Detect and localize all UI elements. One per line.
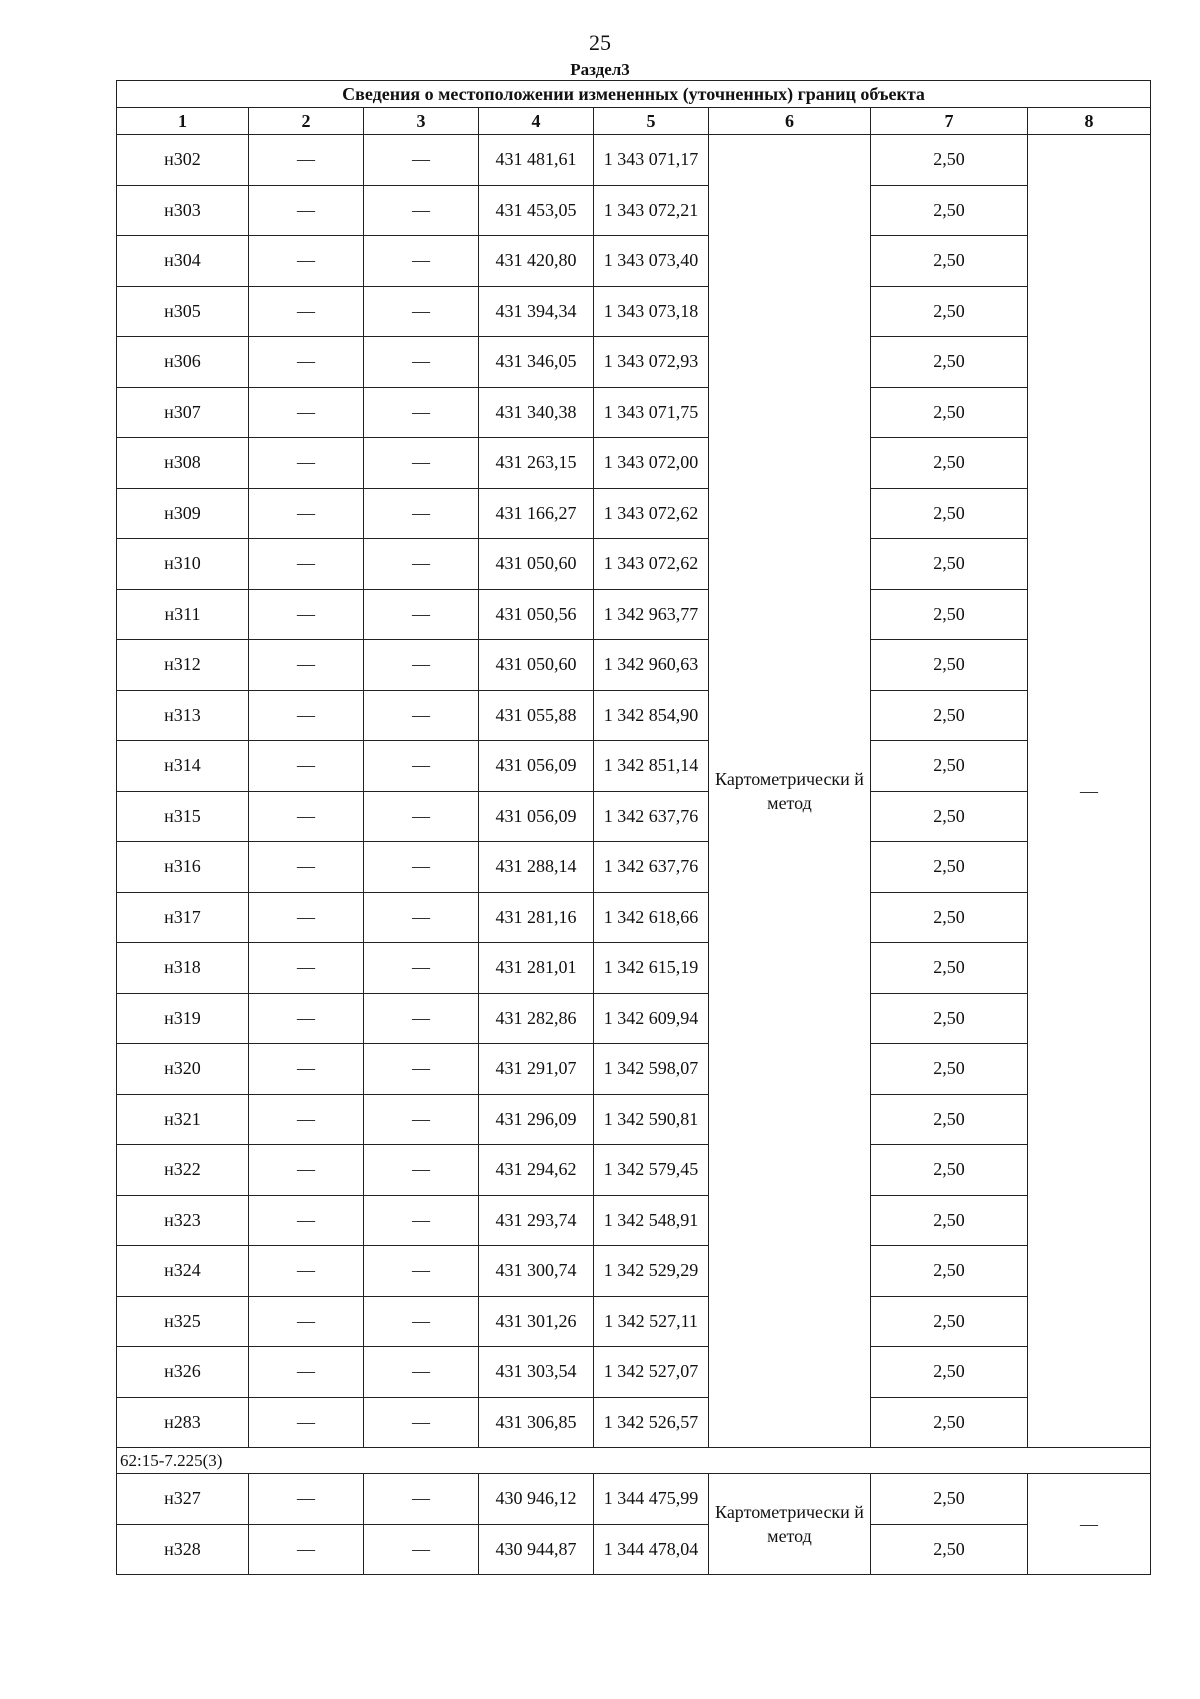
col3-cell: — — [364, 640, 479, 691]
y-coordinate-cell: 1 342 854,90 — [594, 690, 709, 741]
col2-cell: — — [249, 438, 364, 489]
y-coordinate-cell: 1 343 072,93 — [594, 337, 709, 388]
x-coordinate-cell: 431 301,26 — [479, 1296, 594, 1347]
col2-cell: — — [249, 337, 364, 388]
point-name-cell: н327 — [117, 1474, 249, 1525]
y-coordinate-cell: 1 343 073,40 — [594, 236, 709, 287]
x-coordinate-cell: 431 050,56 — [479, 589, 594, 640]
table-row — [117, 741, 1151, 792]
point-name-cell: н303 — [117, 185, 249, 236]
y-coordinate-cell: 1 342 963,77 — [594, 589, 709, 640]
point-name-cell: н326 — [117, 1347, 249, 1398]
boundary-coordinates-table — [116, 80, 1151, 1575]
column-number: 6 — [709, 108, 871, 135]
table-row — [117, 690, 1151, 741]
table-title: Сведения о местоположении измененных (уточненных) границ объекта — [117, 81, 1151, 108]
x-coordinate-cell: 431 294,62 — [479, 1145, 594, 1196]
x-coordinate-cell: 431 166,27 — [479, 488, 594, 539]
point-name-cell: н314 — [117, 741, 249, 792]
y-coordinate-cell: 1 342 526,57 — [594, 1397, 709, 1448]
point-name-cell: н283 — [117, 1397, 249, 1448]
col3-cell: — — [364, 438, 479, 489]
x-coordinate-cell: 431 056,09 — [479, 791, 594, 842]
col2-cell: — — [249, 892, 364, 943]
table-row — [117, 892, 1151, 943]
point-name-cell: н318 — [117, 943, 249, 994]
x-coordinate-cell: 431 282,86 — [479, 993, 594, 1044]
accuracy-cell: 2,50 — [871, 1347, 1028, 1398]
x-coordinate-cell: 431 281,01 — [479, 943, 594, 994]
y-coordinate-cell: 1 342 527,07 — [594, 1347, 709, 1398]
point-name-cell: н319 — [117, 993, 249, 1044]
accuracy-cell: 2,50 — [871, 236, 1028, 287]
accuracy-cell: 2,50 — [871, 1094, 1028, 1145]
col3-cell: — — [364, 943, 479, 994]
accuracy-cell: 2,50 — [871, 539, 1028, 590]
col2-cell: — — [249, 236, 364, 287]
col3-cell: — — [364, 741, 479, 792]
col3-cell: — — [364, 1246, 479, 1297]
point-name-cell: н317 — [117, 892, 249, 943]
table-row — [117, 943, 1151, 994]
y-coordinate-cell: 1 343 072,62 — [594, 539, 709, 590]
point-name-cell: н325 — [117, 1296, 249, 1347]
point-name-cell: н324 — [117, 1246, 249, 1297]
col2-cell: — — [249, 135, 364, 186]
accuracy-cell: 2,50 — [871, 589, 1028, 640]
column-number: 8 — [1028, 108, 1151, 135]
column-number: 2 — [249, 108, 364, 135]
col2-cell: — — [249, 387, 364, 438]
point-name-cell: н305 — [117, 286, 249, 337]
col8-cell: — — [1028, 135, 1151, 1448]
y-coordinate-cell: 1 343 073,18 — [594, 286, 709, 337]
column-number: 1 — [117, 108, 249, 135]
accuracy-cell: 2,50 — [871, 690, 1028, 741]
group-label-row — [117, 1448, 1151, 1474]
accuracy-cell: 2,50 — [871, 1524, 1028, 1575]
table-row — [117, 488, 1151, 539]
col2-cell: — — [249, 589, 364, 640]
table-row — [117, 387, 1151, 438]
column-number: 3 — [364, 108, 479, 135]
col2-cell: — — [249, 1474, 364, 1525]
point-name-cell: н328 — [117, 1524, 249, 1575]
point-name-cell: н302 — [117, 135, 249, 186]
method-cell: Картометрически й метод — [709, 1474, 871, 1575]
y-coordinate-cell: 1 343 072,21 — [594, 185, 709, 236]
x-coordinate-cell: 431 291,07 — [479, 1044, 594, 1095]
table-row — [117, 236, 1151, 287]
column-number: 4 — [479, 108, 594, 135]
accuracy-cell: 2,50 — [871, 387, 1028, 438]
y-coordinate-cell: 1 342 637,76 — [594, 842, 709, 893]
accuracy-cell: 2,50 — [871, 286, 1028, 337]
col3-cell: — — [364, 185, 479, 236]
x-coordinate-cell: 430 946,12 — [479, 1474, 594, 1525]
col2-cell: — — [249, 185, 364, 236]
col3-cell: — — [364, 791, 479, 842]
table-row — [117, 1524, 1151, 1575]
accuracy-cell: 2,50 — [871, 1195, 1028, 1246]
col2-cell: — — [249, 943, 364, 994]
accuracy-cell: 2,50 — [871, 135, 1028, 186]
x-coordinate-cell: 431 303,54 — [479, 1347, 594, 1398]
point-name-cell: н316 — [117, 842, 249, 893]
x-coordinate-cell: 431 420,80 — [479, 236, 594, 287]
y-coordinate-cell: 1 342 618,66 — [594, 892, 709, 943]
accuracy-cell: 2,50 — [871, 1296, 1028, 1347]
x-coordinate-cell: 431 340,38 — [479, 387, 594, 438]
accuracy-cell: 2,50 — [871, 842, 1028, 893]
table-row — [117, 791, 1151, 842]
table-row — [117, 1044, 1151, 1095]
col3-cell: — — [364, 1094, 479, 1145]
accuracy-cell: 2,50 — [871, 791, 1028, 842]
accuracy-cell: 2,50 — [871, 943, 1028, 994]
col2-cell: — — [249, 1145, 364, 1196]
point-name-cell: н310 — [117, 539, 249, 590]
table-row — [117, 1474, 1151, 1525]
accuracy-cell: 2,50 — [871, 337, 1028, 388]
col2-cell: — — [249, 1195, 364, 1246]
x-coordinate-cell: 431 263,15 — [479, 438, 594, 489]
point-name-cell: н307 — [117, 387, 249, 438]
y-coordinate-cell: 1 342 579,45 — [594, 1145, 709, 1196]
x-coordinate-cell: 431 050,60 — [479, 539, 594, 590]
y-coordinate-cell: 1 343 071,17 — [594, 135, 709, 186]
table-row — [117, 640, 1151, 691]
accuracy-cell: 2,50 — [871, 993, 1028, 1044]
col3-cell: — — [364, 842, 479, 893]
x-coordinate-cell: 431 300,74 — [479, 1246, 594, 1297]
column-number: 7 — [871, 108, 1028, 135]
y-coordinate-cell: 1 342 609,94 — [594, 993, 709, 1044]
point-name-cell: н311 — [117, 589, 249, 640]
column-number: 5 — [594, 108, 709, 135]
point-name-cell: н313 — [117, 690, 249, 741]
x-coordinate-cell: 431 281,16 — [479, 892, 594, 943]
x-coordinate-cell: 431 055,88 — [479, 690, 594, 741]
col2-cell: — — [249, 488, 364, 539]
y-coordinate-cell: 1 344 478,04 — [594, 1524, 709, 1575]
col2-cell: — — [249, 1347, 364, 1398]
col3-cell: — — [364, 993, 479, 1044]
y-coordinate-cell: 1 344 475,99 — [594, 1474, 709, 1525]
table-row — [117, 1195, 1151, 1246]
point-name-cell: н306 — [117, 337, 249, 388]
accuracy-cell: 2,50 — [871, 488, 1028, 539]
y-coordinate-cell: 1 342 637,76 — [594, 791, 709, 842]
col3-cell: — — [364, 589, 479, 640]
col2-cell: — — [249, 1397, 364, 1448]
table-row — [117, 135, 1151, 186]
y-coordinate-cell: 1 342 590,81 — [594, 1094, 709, 1145]
table-row — [117, 1397, 1151, 1448]
col3-cell: — — [364, 488, 479, 539]
page-number: 25 — [589, 30, 611, 55]
accuracy-cell: 2,50 — [871, 892, 1028, 943]
point-name-cell: н304 — [117, 236, 249, 287]
x-coordinate-cell: 431 288,14 — [479, 842, 594, 893]
x-coordinate-cell: 430 944,87 — [479, 1524, 594, 1575]
x-coordinate-cell: 431 296,09 — [479, 1094, 594, 1145]
col3-cell: — — [364, 1044, 479, 1095]
col3-cell: — — [364, 1347, 479, 1398]
col3-cell: — — [364, 690, 479, 741]
y-coordinate-cell: 1 343 072,00 — [594, 438, 709, 489]
col2-cell: — — [249, 791, 364, 842]
col3-cell: — — [364, 539, 479, 590]
col3-cell: — — [364, 337, 479, 388]
point-name-cell: н323 — [117, 1195, 249, 1246]
table-row — [117, 185, 1151, 236]
col2-cell: — — [249, 286, 364, 337]
y-coordinate-cell: 1 342 960,63 — [594, 640, 709, 691]
x-coordinate-cell: 431 056,09 — [479, 741, 594, 792]
col3-cell: — — [364, 1296, 479, 1347]
table-row — [117, 286, 1151, 337]
x-coordinate-cell: 431 346,05 — [479, 337, 594, 388]
col2-cell: — — [249, 640, 364, 691]
y-coordinate-cell: 1 342 615,19 — [594, 943, 709, 994]
y-coordinate-cell: 1 342 598,07 — [594, 1044, 709, 1095]
column-numbers-row — [117, 108, 1151, 135]
accuracy-cell: 2,50 — [871, 1044, 1028, 1095]
table-row — [117, 337, 1151, 388]
table-row — [117, 539, 1151, 590]
col8-cell: — — [1028, 1474, 1151, 1575]
table-row — [117, 1246, 1151, 1297]
col3-cell: — — [364, 286, 479, 337]
col2-cell: — — [249, 993, 364, 1044]
accuracy-cell: 2,50 — [871, 1145, 1028, 1196]
col2-cell: — — [249, 1044, 364, 1095]
point-name-cell: н315 — [117, 791, 249, 842]
y-coordinate-cell: 1 342 527,11 — [594, 1296, 709, 1347]
point-name-cell: н320 — [117, 1044, 249, 1095]
y-coordinate-cell: 1 342 529,29 — [594, 1246, 709, 1297]
table-row — [117, 842, 1151, 893]
col3-cell: — — [364, 236, 479, 287]
table-row — [117, 1094, 1151, 1145]
col2-cell: — — [249, 1246, 364, 1297]
col2-cell: — — [249, 690, 364, 741]
x-coordinate-cell: 431 394,34 — [479, 286, 594, 337]
accuracy-cell: 2,50 — [871, 185, 1028, 236]
point-name-cell: н321 — [117, 1094, 249, 1145]
y-coordinate-cell: 1 342 851,14 — [594, 741, 709, 792]
x-coordinate-cell: 431 306,85 — [479, 1397, 594, 1448]
col3-cell: — — [364, 1474, 479, 1525]
table-row — [117, 993, 1151, 1044]
x-coordinate-cell: 431 050,60 — [479, 640, 594, 691]
col2-cell: — — [249, 1296, 364, 1347]
col2-cell: — — [249, 1094, 364, 1145]
col2-cell: — — [249, 842, 364, 893]
col3-cell: — — [364, 892, 479, 943]
accuracy-cell: 2,50 — [871, 1246, 1028, 1297]
col2-cell: — — [249, 1524, 364, 1575]
col3-cell: — — [364, 1145, 479, 1196]
col3-cell: — — [364, 1195, 479, 1246]
section-label: Раздел3 — [570, 60, 630, 79]
accuracy-cell: 2,50 — [871, 741, 1028, 792]
point-name-cell: н322 — [117, 1145, 249, 1196]
col3-cell: — — [364, 387, 479, 438]
x-coordinate-cell: 431 481,61 — [479, 135, 594, 186]
col2-cell: — — [249, 539, 364, 590]
col3-cell: — — [364, 135, 479, 186]
accuracy-cell: 2,50 — [871, 640, 1028, 691]
col3-cell: — — [364, 1397, 479, 1448]
point-name-cell: н309 — [117, 488, 249, 539]
col2-cell: — — [249, 741, 364, 792]
x-coordinate-cell: 431 293,74 — [479, 1195, 594, 1246]
table-row — [117, 1347, 1151, 1398]
col3-cell: — — [364, 1524, 479, 1575]
table-row — [117, 438, 1151, 489]
table-row — [117, 1296, 1151, 1347]
y-coordinate-cell: 1 343 071,75 — [594, 387, 709, 438]
accuracy-cell: 2,50 — [871, 1474, 1028, 1525]
y-coordinate-cell: 1 342 548,91 — [594, 1195, 709, 1246]
method-cell: Картометрически й метод — [709, 135, 871, 1448]
table-row — [117, 589, 1151, 640]
point-name-cell: н312 — [117, 640, 249, 691]
table-row — [117, 1145, 1151, 1196]
y-coordinate-cell: 1 343 072,62 — [594, 488, 709, 539]
accuracy-cell: 2,50 — [871, 1397, 1028, 1448]
accuracy-cell: 2,50 — [871, 438, 1028, 489]
point-name-cell: н308 — [117, 438, 249, 489]
x-coordinate-cell: 431 453,05 — [479, 185, 594, 236]
cadastral-number-label: 62:15-7.225(3) — [117, 1448, 1151, 1474]
